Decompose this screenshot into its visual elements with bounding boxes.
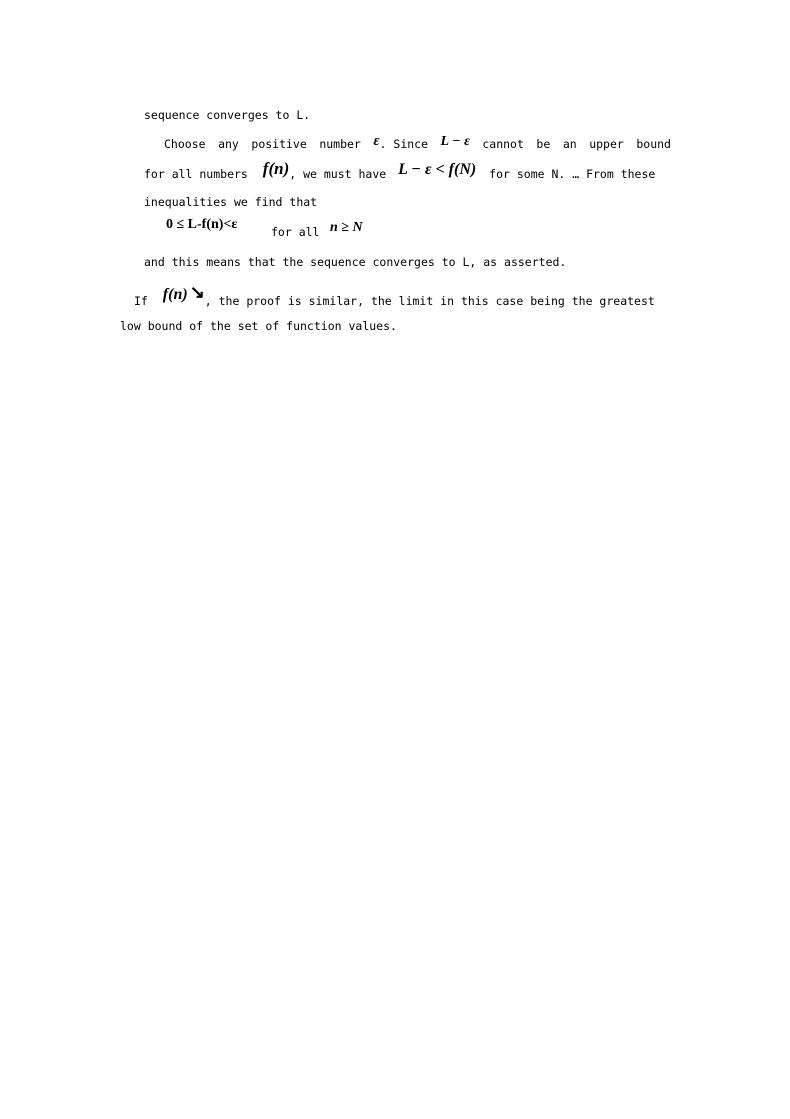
word: . Since [379,137,429,151]
word: upper [589,137,624,151]
text-span: for some N. … From these [489,167,656,181]
word: cannot [482,137,524,151]
text-line-and-this-means: and this means that the sequence converges to L, as asserted. [144,255,567,269]
text-line-low-bound: low bound of the set of function values. [120,319,397,333]
text-line-inequalities: inequalities we find that [144,195,318,209]
math-n-geq-N: n ≥ N [330,220,363,235]
math-epsilon [373,133,429,152]
word: bound [636,137,671,151]
word: positive [251,137,307,151]
text-line-if-fn-decreasing [134,282,671,309]
equation-line [166,216,237,233]
text-line-sequence-converges: sequence converges to L. [144,108,311,122]
decreasing-arrow-icon: ↘ [189,282,205,302]
math-f-of-n: f(n) [162,286,188,303]
math-L-minus-epsilon: L − ε [440,134,470,149]
text-span: , we must have [289,167,387,181]
text-line-for-all-numbers [144,159,671,182]
equation-n-geq-N [330,219,363,236]
text-span: If [134,294,148,308]
math-bound-inequality: 0 ≤ L-f(n)<ε [166,217,238,232]
epsilon-symbol: ε [373,133,380,149]
math-f-of-n: f(n) [262,159,290,178]
text-span: , the proof is similar, the limit in this case being the greatest [204,294,655,308]
equation-for-all: for all [271,225,320,239]
math-inequality: L − ε < f(N) [398,161,477,178]
word: be [536,137,551,151]
text-span: for all numbers [144,167,248,181]
word: an [562,137,577,151]
word: Choose [164,137,206,151]
word: number [319,137,361,151]
word: any [218,137,239,151]
text-line-choose [164,133,671,153]
